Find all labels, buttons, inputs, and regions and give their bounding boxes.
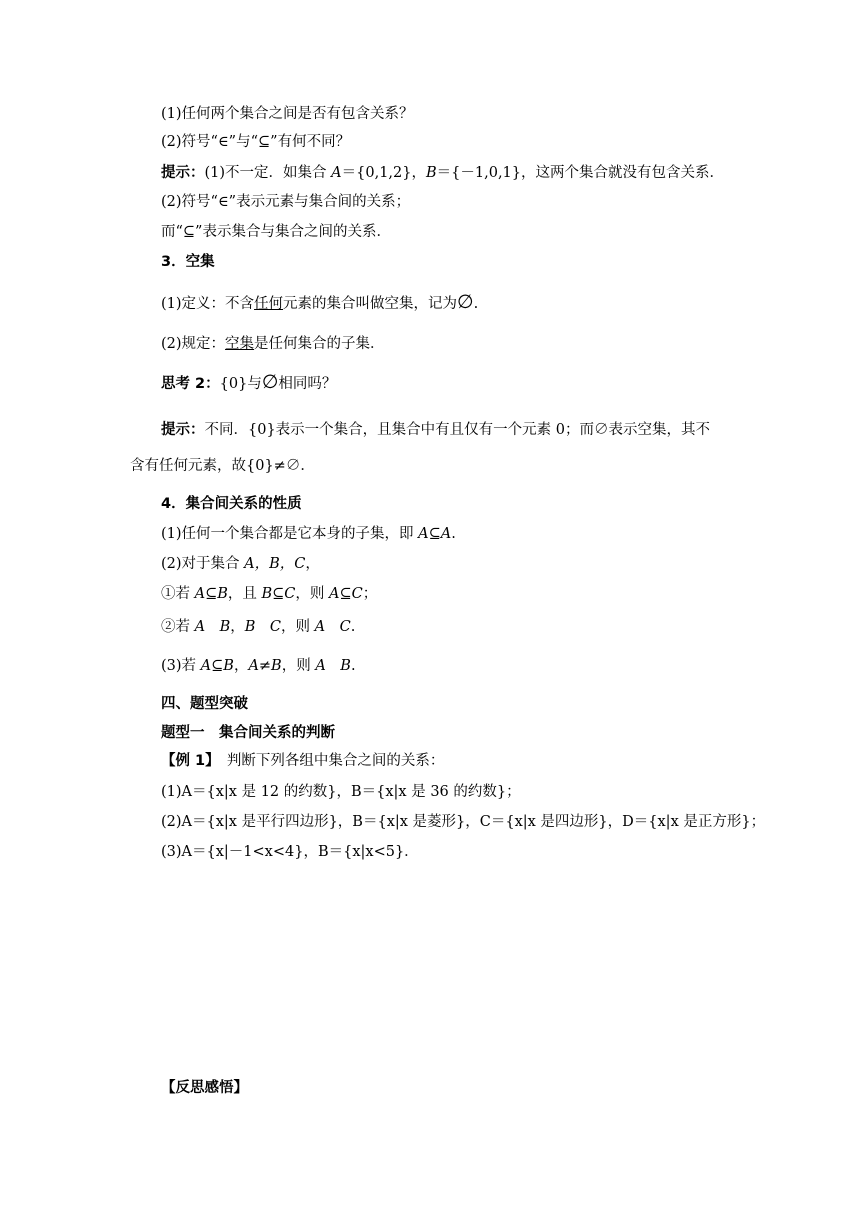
section-3-heading: 3．空集 xyxy=(161,254,215,270)
prop-math: A⊆B xyxy=(194,586,228,602)
set-b: B xyxy=(426,165,437,181)
prop-text: ， xyxy=(233,658,249,674)
section-4-heading: 4．集合间关系的性质 xyxy=(161,496,302,512)
rule-text: (2)规定： xyxy=(161,336,226,352)
think-text: 相同吗？ xyxy=(278,376,337,392)
set-a: A xyxy=(331,165,342,181)
def-text: . xyxy=(473,296,479,312)
prop-text: ，则 xyxy=(281,619,315,635)
example-1 xyxy=(161,751,444,771)
prop-text: ②若 xyxy=(161,619,195,635)
think-label: 思考 2： xyxy=(161,376,220,392)
example-1-part-1: (1)A＝{x|x 是 12 的约数}，B＝{x|x 是 36 的约数}； xyxy=(161,784,521,800)
example-text: 判断下列各组中集合之间的关系： xyxy=(212,753,445,769)
def-underlined: 任何 xyxy=(254,296,284,312)
hint-1-part-2: (2)符号“∈”表示元素与集合间的关系； xyxy=(161,194,411,210)
reflection-heading: 【反思感悟】 xyxy=(161,1080,248,1096)
property-2-a xyxy=(161,584,377,604)
rule-text: 是任何集合的子集． xyxy=(254,336,385,352)
prop-text: ， xyxy=(305,556,320,572)
rule-underlined: 空集 xyxy=(225,336,255,352)
think-text: {0}与 xyxy=(219,376,262,392)
prop-text: ，则 xyxy=(295,586,330,602)
property-3 xyxy=(161,656,356,676)
prop-text: ， xyxy=(230,619,245,635)
prop-text: . xyxy=(350,619,356,635)
empty-set-definition xyxy=(161,292,478,314)
prop-text: ①若 xyxy=(161,586,195,602)
question-type-1-heading: 题型一 集合间关系的判断 xyxy=(161,725,335,741)
hint-1 xyxy=(161,163,724,183)
prop-text: (1)任何一个集合都是它本身的子集，即 xyxy=(161,526,419,542)
prop-text: ； xyxy=(362,586,378,602)
empty-set-symbol: ∅ xyxy=(457,291,474,313)
prop-text: . xyxy=(350,658,356,674)
prop-math: A，B，C xyxy=(244,556,306,572)
prop-math: A⊆A xyxy=(418,526,452,542)
empty-set-symbol: ∅ xyxy=(261,371,279,393)
question-2: (2)符号“∈”与“⊆”有何不同？ xyxy=(161,134,351,150)
prop-math: A B xyxy=(315,658,351,674)
prop-text: (2)对于集合 xyxy=(161,556,245,572)
example-1-part-2: (2)A＝{x|x 是平行四边形}，B＝{x|x 是菱形}，C＝{x|x 是四边形}，D＝{x|x 是正方形}； xyxy=(161,814,766,830)
section-four-heading: 四、题型突破 xyxy=(161,696,248,712)
prop-math: B⊆C xyxy=(261,586,296,602)
hint-text: ＝{0,1,2}， xyxy=(341,165,426,181)
hint-1-part-3: 而“⊆”表示集合与集合之间的关系． xyxy=(161,224,391,240)
hint-text: (1)不一定．如集合 xyxy=(204,165,332,181)
def-text: (1)定义：不含 xyxy=(161,296,255,312)
property-1 xyxy=(161,524,456,544)
example-label: 【例 1】 xyxy=(161,753,213,769)
prop-text: . xyxy=(451,526,456,542)
prop-math: A≠B xyxy=(248,658,282,674)
def-text: 元素的集合叫做空集，记为 xyxy=(283,296,458,312)
prop-math: A⊆C xyxy=(329,586,363,602)
question-1: (1)任何两个集合之间是否有包含关系？ xyxy=(161,106,414,122)
prop-math: A⊆B xyxy=(200,658,234,674)
prop-math: B C xyxy=(244,619,281,635)
prop-text: ，且 xyxy=(227,586,262,602)
property-2 xyxy=(161,554,320,574)
example-1-part-3: (3)A＝{x|－1<x<4}，B＝{x|x<5}． xyxy=(161,844,419,860)
prop-math: A B xyxy=(194,619,231,635)
hint-2 xyxy=(161,420,710,440)
hint-label: 提示： xyxy=(161,165,205,181)
hint-text: 不同．{0}表示一个集合，且集合中有且仅有一个元素 0；而∅表示空集，其不 xyxy=(204,422,711,438)
prop-text: (3)若 xyxy=(161,658,201,674)
prop-text: ，则 xyxy=(281,658,316,674)
prop-math: A C xyxy=(314,619,351,635)
think-2 xyxy=(161,372,336,394)
hint-2-continued: 含有任何元素，故{0}≠∅． xyxy=(130,458,315,474)
empty-set-rule xyxy=(161,334,385,354)
hint-label: 提示： xyxy=(161,422,205,438)
property-2-b xyxy=(161,617,355,637)
hint-text: ＝{－1,0,1}，这两个集合就没有包含关系． xyxy=(436,165,724,181)
